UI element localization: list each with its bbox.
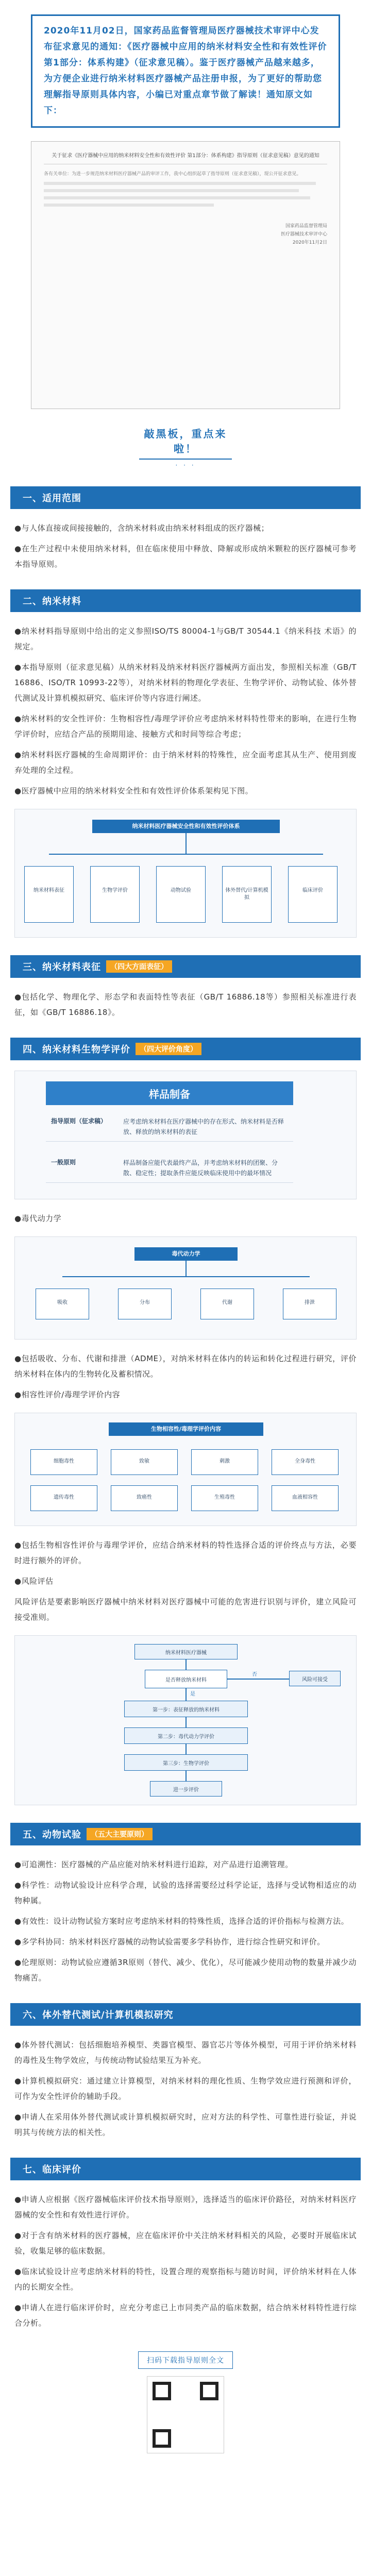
s4-p6: 风险评估是要素影响医疗器械中纳米材料对医疗器械中可能的危害进行识别与评价，建立风险可接受准则。 bbox=[14, 1597, 357, 1622]
connector bbox=[185, 1717, 187, 1727]
sign-org: 国家药品监督管理局 bbox=[285, 224, 327, 229]
section-title: 六、体外替代测试/计算机模拟研究 bbox=[23, 2010, 174, 2021]
toxicokinetics-figure bbox=[14, 1236, 357, 1340]
s4-p3: ●相容性评价/毒理学评价内容 bbox=[14, 1390, 121, 1399]
section-header-3 bbox=[10, 955, 361, 978]
text-line bbox=[44, 204, 214, 207]
s4-p4: ●包括生物相容性评价与毒理学评价，应结合纳米材料的特性选择合适的评价终点与方法，必要时进行额外的评价。 bbox=[14, 1540, 357, 1565]
toxico-node: 分布 bbox=[118, 1289, 172, 1319]
s7-p1: ●申请人应根据《医疗器械临床评价技术指导原则》，选择适当的临床评价路径，对纳米材料医疗器械的安全性和有效性进行评价。 bbox=[14, 2195, 357, 2219]
s4-p2: ●包括吸收、分布、代谢和排泄（ADME），对纳米材料在体内的转运和转化过程进行研究，评价纳米材料在体内的生物转化及蓄积情况。 bbox=[14, 1354, 357, 1379]
flow-acceptable: 风险可接受 bbox=[289, 1671, 341, 1686]
section-title: 三、纳米材料表征 bbox=[23, 962, 101, 973]
connector bbox=[185, 1771, 187, 1781]
s5-p2: ●科学性：动物试验设计应科学合理，试验的选择需要经过科学论证，选择与受试物相适应的动物种属。 bbox=[14, 1880, 357, 1905]
framework-figure bbox=[14, 809, 357, 938]
toxico-node: 吸收 bbox=[36, 1289, 89, 1319]
framework-node-1: 纳米材料表征 bbox=[24, 866, 74, 923]
notice-title: 关于征求《医疗器械中应用的纳米材料安全性和有效性评价 第1部分：体系构建》指导原则（征求意见稿）意见的通知 bbox=[52, 153, 319, 159]
bio-node: 遗传毒性 bbox=[30, 1485, 97, 1511]
s2-p5: ●医疗器械中应用的纳米材料安全性和有效性评价体系架构见下图。 bbox=[14, 786, 254, 795]
qr-section bbox=[124, 2351, 247, 2453]
section-header-6 bbox=[10, 2003, 361, 2026]
s7-p4: ●申请人在进行临床评价时，应充分考虑已上市同类产品的临床数据，结合纳米材料特性进行综合分析。 bbox=[14, 2303, 357, 2328]
toxico-node: 代谢 bbox=[200, 1289, 254, 1319]
qr-corner bbox=[200, 2382, 218, 2400]
text-line bbox=[44, 189, 299, 192]
notice-document-image bbox=[31, 141, 340, 409]
s5-p1: ●可追溯性：医疗器械的产品应能对纳米材料进行追踪，对产品进行追溯管理。 bbox=[14, 1860, 293, 1869]
bio-node: 生殖毒性 bbox=[191, 1485, 258, 1511]
bio-node: 细胞毒性 bbox=[30, 1449, 97, 1475]
biocompatibility-figure bbox=[14, 1413, 357, 1526]
flow-decision: 是否释放纳米材料 bbox=[145, 1670, 227, 1688]
sample-row-key: 指导原则（征求稿） bbox=[51, 1117, 107, 1125]
section-header-1 bbox=[10, 486, 361, 509]
section-title: 四、纳米材料生物学评价 bbox=[23, 1044, 130, 1055]
bio-node: 全身毒性 bbox=[272, 1449, 339, 1475]
connector bbox=[185, 1744, 187, 1754]
s2-p1: ●纳米材料指导原则中给出的定义参照ISO/TS 80004-1与GB/T 30544.1《纳米科技 术语》的规定。 bbox=[14, 626, 357, 651]
section-title: 二、纳米材料 bbox=[23, 596, 81, 607]
s4-p1: ●毒代动力学 bbox=[14, 1214, 62, 1223]
section-header-2 bbox=[10, 589, 361, 612]
flow-no-label: 否 bbox=[252, 1672, 257, 1677]
section-title: 五、动物试验 bbox=[23, 1829, 81, 1840]
bio-head: 生物相容性/毒理学评价内容 bbox=[109, 1422, 263, 1436]
bio-node: 致癌性 bbox=[111, 1485, 178, 1511]
connector bbox=[227, 1679, 289, 1680]
qr-label: 扫码下载指导原则全文 bbox=[138, 2351, 233, 2369]
connector bbox=[185, 833, 187, 854]
sign-date: 2020年11月2日 bbox=[292, 240, 327, 245]
sample-title: 样品制备 bbox=[46, 1081, 293, 1105]
section-title: 七、临床评价 bbox=[23, 2164, 81, 2175]
framework-node-5: 临床评价 bbox=[288, 866, 338, 923]
text-line bbox=[44, 182, 316, 185]
flow-yes-label: 是 bbox=[190, 1691, 195, 1697]
sample-row-value: 样品制备应能代表最终产品，并考虑纳米材料的团聚、分散、稳定性；提取条件应能反映临床使用中的最坏情况 bbox=[123, 1159, 278, 1177]
section-tag: （五大主要原则） bbox=[87, 1828, 153, 1840]
section-tag: （四大评价角度） bbox=[136, 1043, 201, 1055]
s2-p3: ●纳米材料的安全性评价：生物相容性/毒理学评价应考虑纳米材料特性带来的影响，在进行生物学评价时，应结合产品的预期用途、接触方式和时间等综合考虑； bbox=[14, 714, 357, 739]
bio-node: 致敏 bbox=[111, 1449, 178, 1475]
s6-p2: ●计算机模拟研究：通过建立计算模型，对纳米材料的理化性质、生物学效应进行预测和评价，可作为安全性评价的辅助手段。 bbox=[14, 2076, 357, 2101]
flow-step-2: 第二步：毒代动力学评价 bbox=[124, 1727, 248, 1744]
s1-p1: ●与人体直接或间接接触的，含纳米材料或由纳米材料组成的医疗器械； bbox=[14, 523, 269, 533]
section-header-7 bbox=[10, 2158, 361, 2180]
section-header-4 bbox=[10, 1038, 361, 1060]
framework-node-2: 生物学评价 bbox=[90, 866, 140, 923]
section-tag: （四大方面表征） bbox=[106, 960, 172, 973]
notice-body: 各有关单位：为进一步规范纳米材料医疗器械产品的审评工作，我中心组织起草了指导原则（征求意见稿），现公开征求意见。 bbox=[44, 172, 301, 177]
toxico-head: 毒代动力学 bbox=[134, 1247, 238, 1261]
connector bbox=[185, 1688, 187, 1701]
toxico-node: 排泄 bbox=[283, 1289, 336, 1319]
connector bbox=[62, 1276, 310, 1277]
s6-p1: ●体外替代测试：包括细胞培养模型、类器官模型、器官芯片等体外模型，可用于评价纳米材料的毒性及生物学效应，与传统动物试验结果互为补充。 bbox=[14, 2040, 357, 2065]
highlight-title: 敲黑板，重点来啦！ bbox=[139, 426, 232, 460]
s2-p4: ●纳米材料医疗器械的生命周期评价：由于纳米材料的特殊性，应全面考虑其从生产、使用到废弃处理的全过程。 bbox=[14, 750, 357, 775]
framework-node-4: 体外替代/计算机模拟 bbox=[222, 866, 272, 923]
flow-further: 进一步评价 bbox=[150, 1781, 222, 1797]
flow-step-3: 第三步：生物学评价 bbox=[124, 1754, 248, 1771]
sign-dept: 医疗器械技术审评中心 bbox=[280, 232, 327, 237]
qr-corner bbox=[153, 2382, 171, 2400]
s7-p2: ●对于含有纳米材料的医疗器械，应在临床评价中关注纳米材料相关的风险，必要时开展临床试验，收集足够的临床数据。 bbox=[14, 2231, 357, 2256]
sample-row-key: 一般原则 bbox=[51, 1159, 76, 1166]
flow-step-1: 第一步：表征释放的纳米材料 bbox=[124, 1701, 248, 1717]
s6-p3: ●申请人在采用体外替代测试或计算机模拟研究时，应对方法的科学性、可靠性进行验证，并说明其与传统方法的相关性。 bbox=[14, 2112, 357, 2137]
sample-row-value: 应考虑纳米材料在医疗器械中的存在形式、纳米材料是否释放、释放的纳米材料的表征 bbox=[123, 1118, 284, 1136]
s1-p2: ●在生产过程中未使用纳米材料，但在临床使用中释放、降解或形成纳米颗粒的医疗器械可参考本指导原则。 bbox=[14, 544, 357, 569]
text-line bbox=[44, 196, 310, 199]
sample-row bbox=[46, 1112, 293, 1142]
intro-box bbox=[31, 14, 340, 128]
qr-code-icon[interactable] bbox=[147, 2376, 224, 2453]
flow-start: 纳米材料医疗器械 bbox=[134, 1644, 238, 1659]
notice-signature bbox=[44, 222, 327, 247]
s5-p5: ●伦理原则：动物试验应遵循3R原则（替代、减少、优化），尽可能减少使用动物的数量并减少动物痛苦。 bbox=[14, 1958, 357, 1982]
connector bbox=[185, 1659, 187, 1670]
framework-node-3: 动物试验 bbox=[156, 866, 206, 923]
connector bbox=[49, 854, 323, 855]
section-title: 一、适用范围 bbox=[23, 493, 81, 504]
section-header-5 bbox=[10, 1823, 361, 1845]
sample-preparation-figure bbox=[14, 1071, 357, 1199]
intro-text: 2020年11月02日，国家药品监督管理局医疗器械技术审评中心发布征求意见的通知：《医疗器械中应用的纳米材料安全性和有效性评价 第1部分：体系构建》（征求意见稿）。鉴于医疗器械产品越来越多，为方便企业进行纳米材料医疗器械产品注册申报，为了更好的帮助您理解指导原则具体内容，小编已对重点章节做了解读！通知原文如下： bbox=[44, 26, 327, 116]
bio-node: 血液相容性 bbox=[272, 1485, 339, 1511]
bio-node: 刺激 bbox=[191, 1449, 258, 1475]
s3-p1: ●包括化学、物理化学、形态学和表面特性等表征（GB/T 16886.18等）参照相关标准进行表征，如《GB/T 16886.18》。 bbox=[14, 992, 357, 1017]
connector bbox=[185, 1261, 187, 1276]
highlight-dots: · · · bbox=[175, 462, 196, 469]
s5-p4: ●多学科协同：纳米材料医疗器械的动物试验需要多学科协作，进行综合性研究和评价。 bbox=[14, 1937, 325, 1946]
sample-row bbox=[46, 1154, 293, 1183]
risk-flowchart bbox=[14, 1635, 357, 1805]
framework-center: 纳米材料医疗器械安全性和有效性评价体系 bbox=[92, 820, 280, 833]
s2-p2: ●本指导原则（征求意见稿）从纳米材料及纳米材料医疗器械两方面出发，参照相关标准（GB/T 16886、ISO/TR 10993-22等），对纳米材料的物理化学表征、生物学评价、动物试验、体外替代测试及计算机模拟研究、临床评价等内容进行阐述。 bbox=[14, 663, 357, 703]
qr-corner bbox=[153, 2429, 171, 2448]
s7-p3: ●临床试验设计应考虑纳米材料的特性，设置合理的观察指标与随访时间，评价纳米材料在人体内的长期安全性。 bbox=[14, 2267, 357, 2292]
s4-p5: ●风险评估 bbox=[14, 1577, 54, 1586]
s5-p3: ●有效性：设计动物试验方案时应考虑纳米材料的特殊性质，选择合适的评价指标与检测方法。 bbox=[14, 1917, 349, 1926]
